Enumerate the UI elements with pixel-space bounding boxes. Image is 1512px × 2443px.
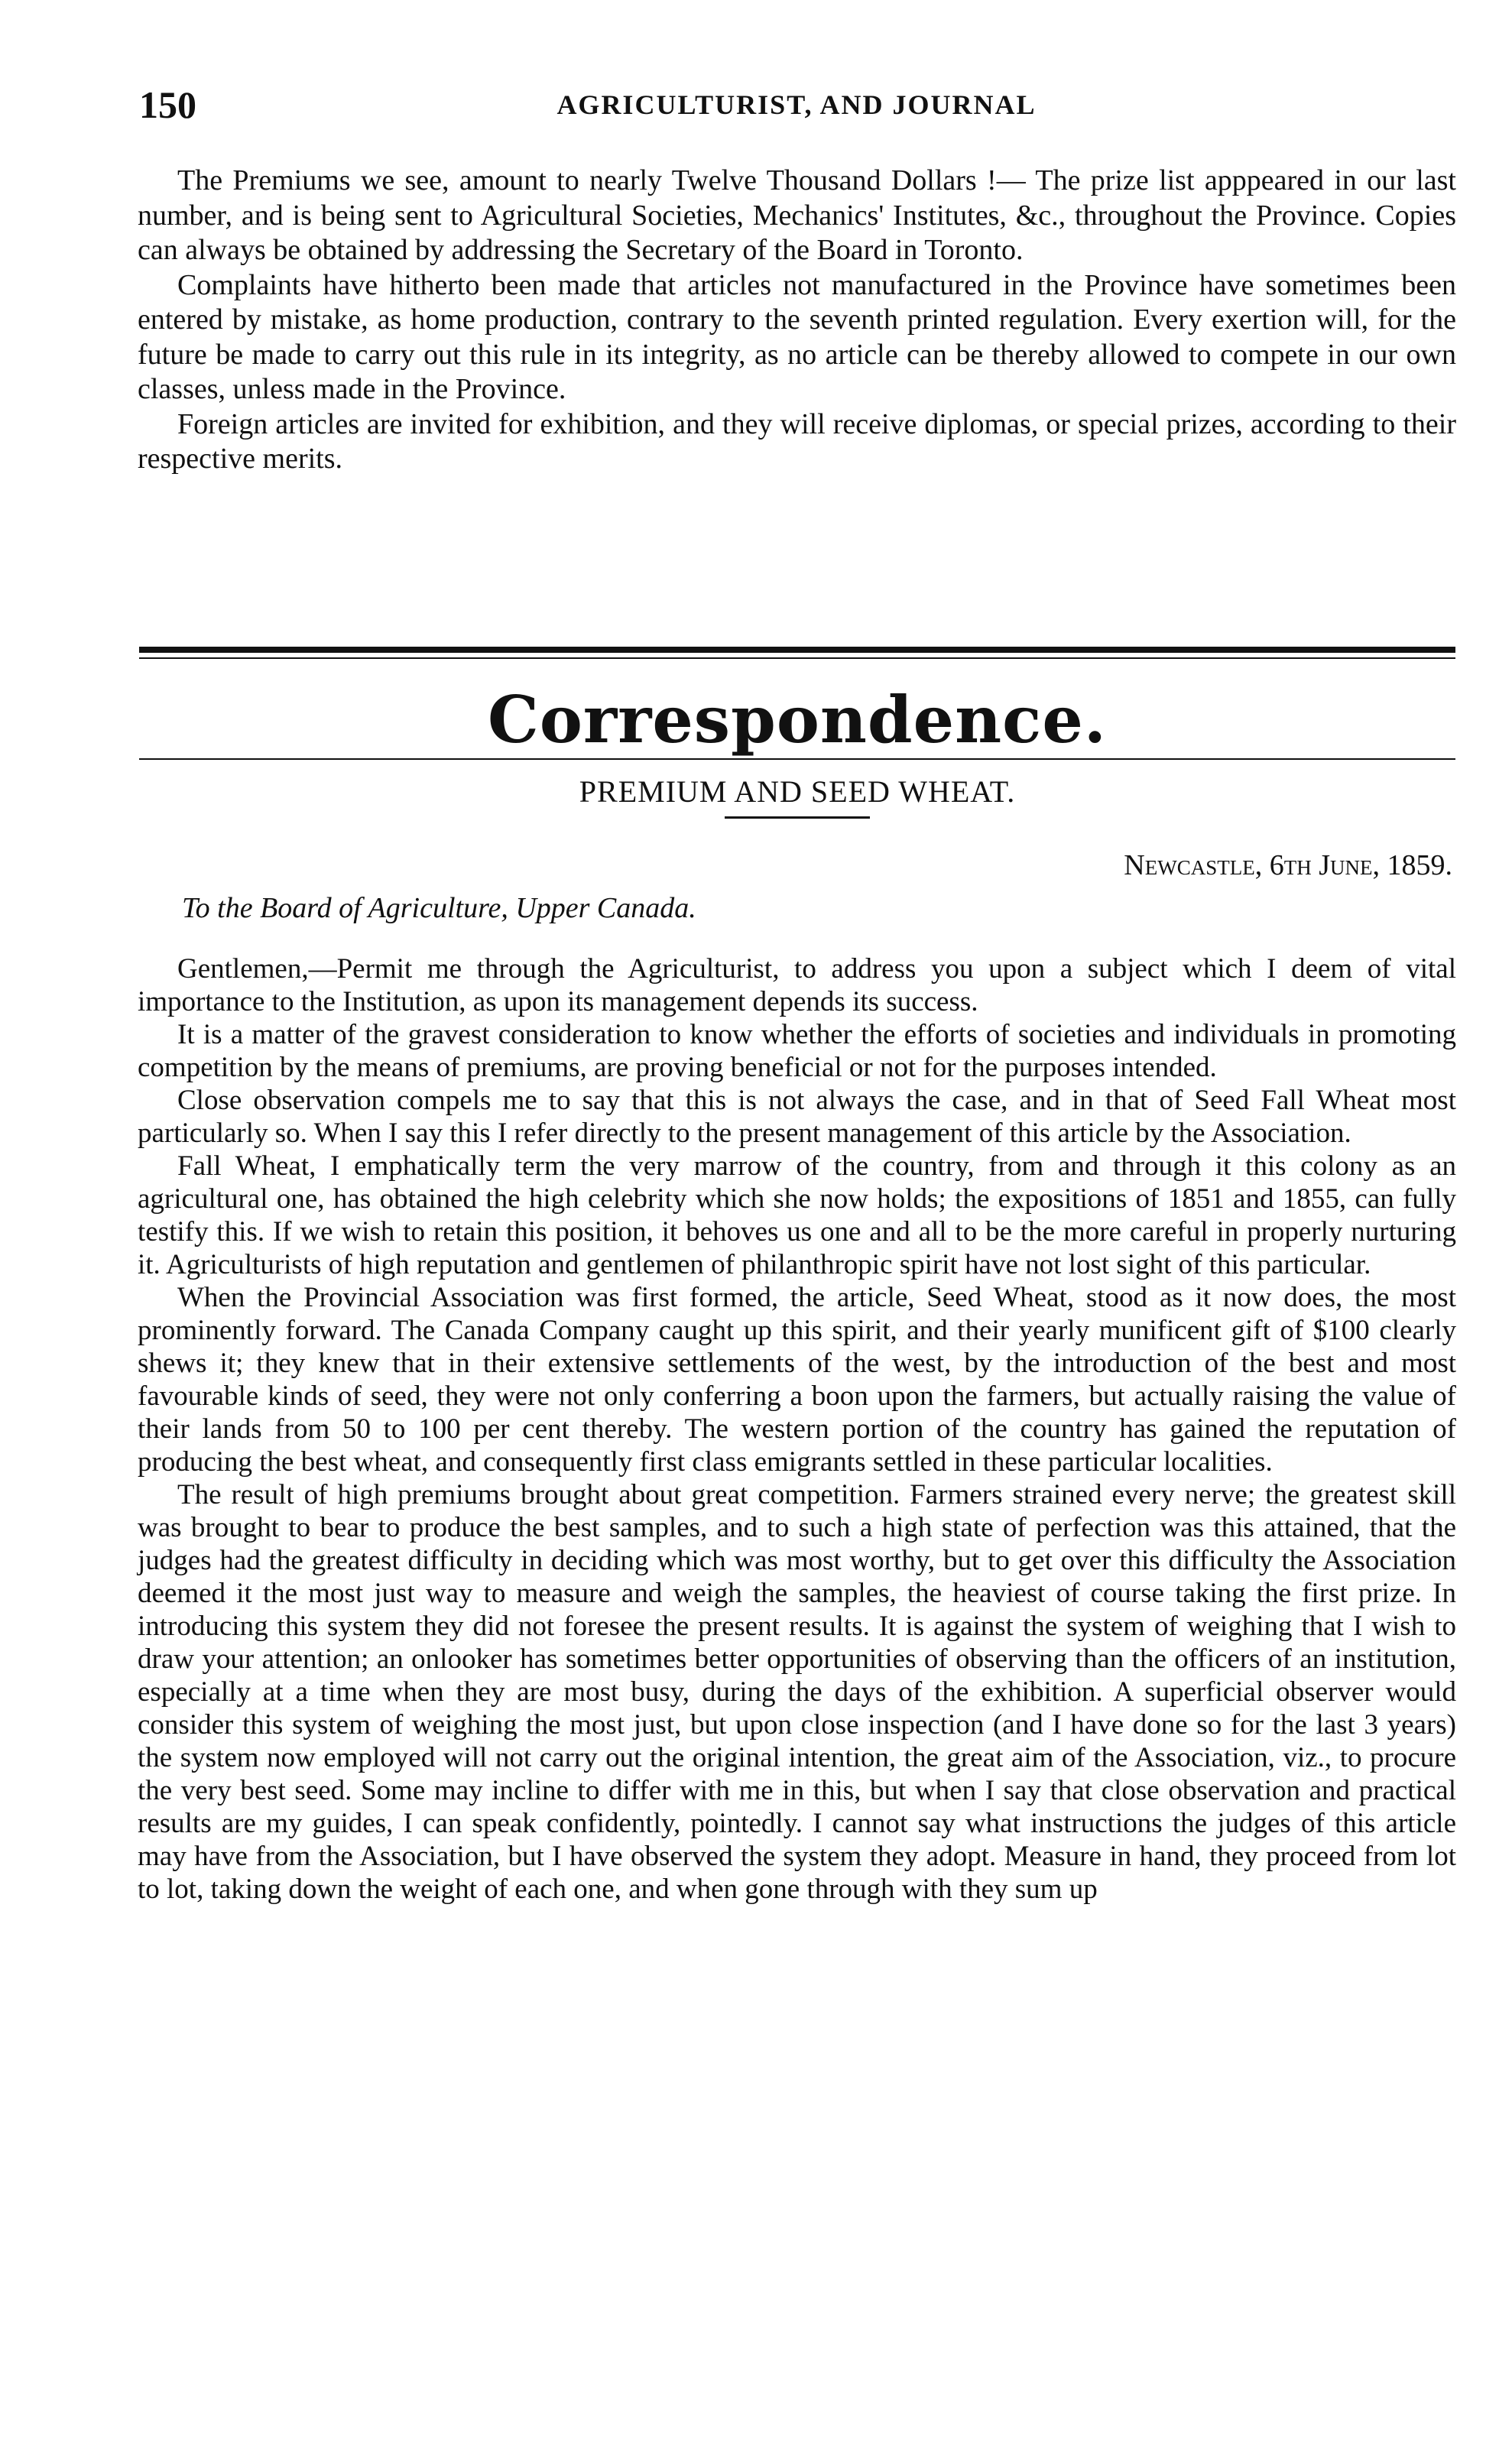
intro-text (138, 164, 1456, 477)
letter-paragraph: Fall Wheat, I emphatically term the very marrow of the country, from and through it this colony as an agricultural one, has obtained the high celebrity which she now holds; the expositions of 1851 and 1855, can fully testify this. If we wish to retain this position, it behoves us one and all to be the more careful in properly nurturing it. Agriculturists of high reputation and gentlemen of philanthropic spirit have not lost sight of this particular. (138, 1150, 1456, 1280)
letter-body (138, 952, 1456, 1906)
page-header (139, 83, 1454, 128)
section-rule-bottom (139, 758, 1455, 760)
section-rule-top-thick (139, 647, 1455, 653)
letter-paragraph: Gentlemen,—Permit me through the Agriculturist, to address you upon a subject which I deem of vital importance to the Institution, as upon its management depends its success. (138, 953, 1456, 1017)
running-title: AGRICULTURIST, AND JOURNAL (556, 89, 1037, 120)
letter-paragraph: The result of high premiums brought about great competition. Farmers strained every nerve; the greatest skill was brought to bear to produce the best samples, and to such a high state of perfection was this attained, that the judges had the greatest difficulty in deciding which was most worthy, but to get over this difficulty the Association deemed it the most just way to measure and weigh the samples, the heaviest of course taking the first prize. In introducing this system they did not foresee the present results. It is against the system of weighing that I wish to draw your attention; an onlooker has sometimes better opportunities of observing than the officers of an institution, especially at a time when they are most busy, during the days of the exhibition. A superficial observer would consider this system of weighing the most just, but upon close inspection (and I have done so for the last 3 years) the system now employed will not carry out the original intention, the great aim of the Association, viz., to procure the very best seed. Some may incline to differ with me in this, but when I say that close observation and practical results are my guides, I can speak confidently, pointedly. I cannot say what instructions the judges of this article may have from the Association, but I have observed the system they adopt. Measure in hand, they proceed from lot to lot, taking down the weight of each one, and when gone through with they sum up (138, 1479, 1456, 1905)
letter-paragraph: Close observation compels me to say that this is not always the case, and in that of Seed Fall Wheat most particularly so. When I say this I refer directly to the present management of this article by the Association. (138, 1085, 1456, 1149)
section-title: Correspondence. (487, 682, 1108, 758)
section-rule-top-thin (139, 657, 1455, 659)
article-title-rule (725, 816, 870, 819)
letter-paragraph: When the Provincial Association was first formed, the article, Seed Wheat, stood as it now does, the most prominently forward. The Canada Company caught up this spirit, and their yearly munificent gift of $100 clearly shews it; they knew that in their extensive settlements of the west, by the introduction of the best and most favourable kinds of seed, they were not only conferring a boon upon the farmers, but actually raising the value of their lands from 50 to 100 per cent thereby. The western portion of the country has gained the reputation of producing the best wheat, and consequently first class emigrants settled in these particular localities. (138, 1282, 1456, 1478)
intro-paragraph-1: The Premiums we see, amount to nearly Twelve Thousand Dollars !— The prize list apppeared in our last number, and is being sent to Agricultural Societies, Mechanics' Institutes, &c., throughout the Province. Copies can always be obtained by addressing the Secretary of the Board in Toronto. (138, 164, 1456, 266)
letter-dateline: Newcastle, 6th June, 1859. (1124, 849, 1452, 881)
article-title: PREMIUM AND SEED WHEAT. (579, 774, 1016, 809)
page-number: 150 (139, 83, 196, 126)
letter-salutation: To the Board of Agriculture, Upper Canada. (182, 892, 696, 924)
letter-paragraph: It is a matter of the gravest consideration to know whether the efforts of societies and individuals in promoting competition by the means of premiums, are proving beneficial or not for the purposes intended. (138, 1019, 1456, 1083)
intro-paragraph-2: Complaints have hitherto been made that articles not manufactured in the Province have sometimes been entered by mistake, as home production, contrary to the seventh printed regulation. Every exertion will, for the future be made to carry out this rule in its integrity, as no article can be thereby allowed to compete in our own classes, unless made in the Province. (138, 268, 1456, 405)
intro-paragraph-3: Foreign articles are invited for exhibition, and they will receive diplomas, or special prizes, according to their respective merits. (138, 407, 1456, 475)
